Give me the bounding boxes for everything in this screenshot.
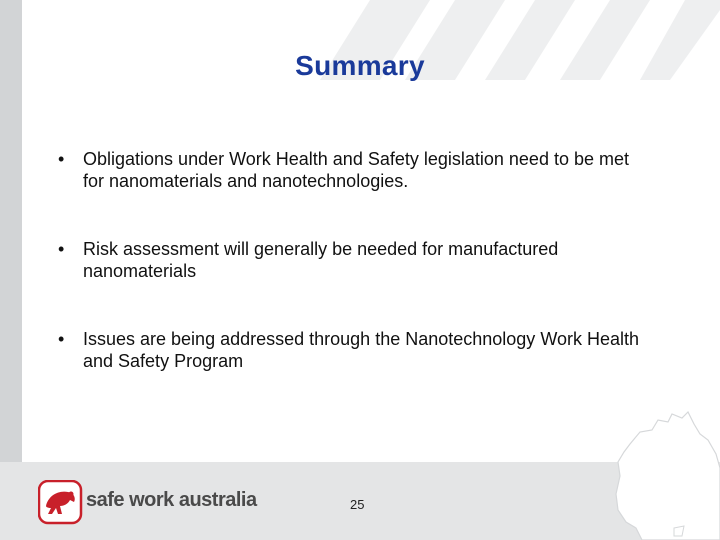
bullet-text: Risk assessment will generally be needed for manufactured nanomaterials [83, 239, 559, 281]
bullet-item [58, 148, 648, 192]
brand-text: safe work australia [86, 489, 257, 511]
bullet-item [58, 238, 648, 282]
title-container [0, 50, 720, 82]
bullet-list [58, 148, 648, 372]
bullet-dot: • [58, 149, 65, 169]
bullet-item [58, 328, 648, 372]
bullet-text: Obligations under Work Health and Safety legislation need to be met for nanomaterials and nanotechnologies. [83, 149, 629, 191]
page-number: 25 [350, 497, 365, 512]
slide-title: Summary [295, 50, 425, 81]
bullet-dot: • [58, 329, 65, 349]
bullet-dot: • [58, 239, 65, 259]
bullet-text: Issues are being addressed through the Nanotechnology Work Health and Safety Program [83, 329, 640, 371]
kangaroo-emblem-icon [39, 481, 81, 523]
australia-map-icon [612, 410, 720, 540]
